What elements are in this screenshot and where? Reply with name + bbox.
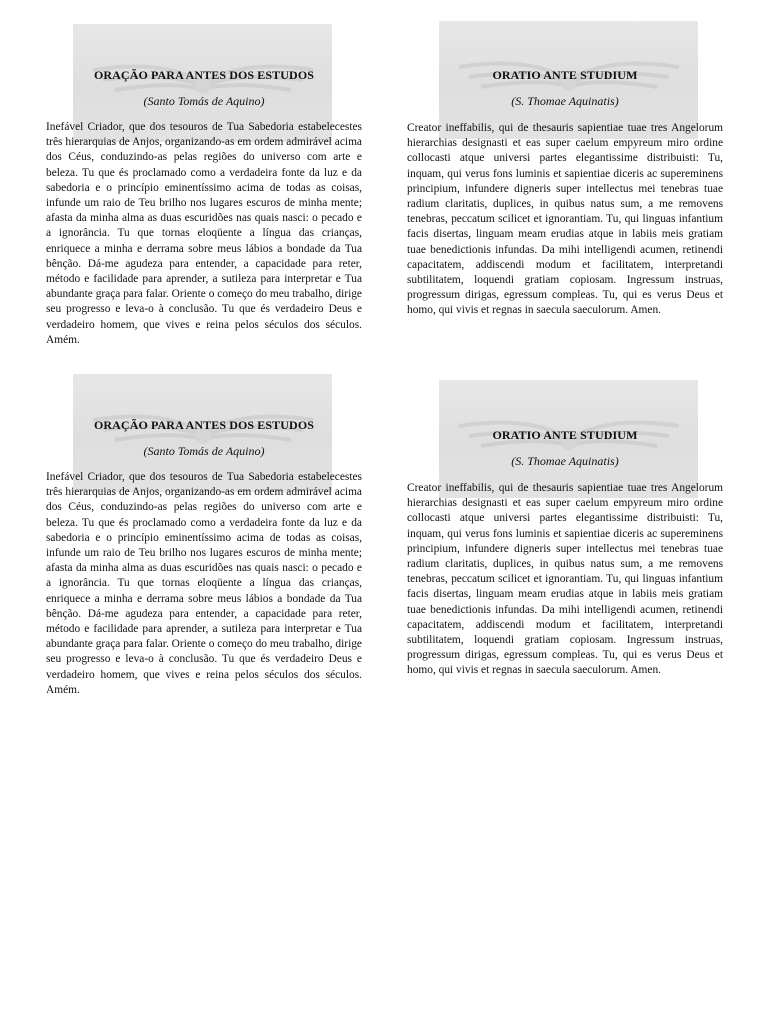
- prayer-card-latin-top: [407, 21, 723, 319]
- prayer-author: (S. Thomae Aquinatis): [511, 94, 619, 108]
- prayer-card-portuguese-top: [46, 24, 362, 348]
- prayer-author: (S. Thomae Aquinatis): [511, 454, 619, 468]
- prayer-card-latin-bottom: [407, 380, 723, 679]
- prayer-author: (Santo Tomás de Aquino): [143, 94, 265, 108]
- prayer-text: Inefável Criador, que dos tesouros de Tua Sabedoria estabelecestes três hierarquias de Anjos, organizando-as em ordem admirável acima dos Céus, conduzindo-as pelas regiões do universo com arte e beleza. Tu que és proclamado como a verdadeira fonte da luz e da sabedoria e o princípio eminentíssimo acima de todas as coisas, infunde um raio de Teu brilho nos lugares escuros de minha mente; afasta da minha alma as duas escuridões nas quais nasci: o pecado e a ignorância. Tu que tornas eloqüente a língua das crianças, enriquece a minha e derrama sobre meus lábios a bondade da Tua bênção. Dá-me agudeza para entender, a capacidade para reter, método e facilidade para aprender, a sutileza para interpretar e Tua abundante graça para falar. Oriente o começo do meu trabalho, dirige seu progresso e leva-o à conclusão. Tu que és verdadeiro Deus e verdadeiro homem, que vives e reina pelos séculos dos séculos. Amém.: [46, 471, 362, 696]
- prayer-text: Creator ineffabilis, qui de thesauris sapientiae tuae tres Angelorum hierarchias designasti et eas super caelum empyreum miro ordine collocasti atque universi partes elegantissime distribuisti: Tu, inquam, qui verus fons luminis et sapientiae diceris ac supereminens principium, infundere digneris super intellectus mei tenebras tuae radium claritatis, duplices, in quibus natus sum, a me removens tenebras, peccatum scilicet et ignorantiam. Tu, qui linguas infantium facis disertas, linguam meam erudias atque in labiis meis gratiam tuae benedictionis infundas. Da mihi intelligendi acumen, retinendi capacitatem, addiscendi modum et facilitatem, interpretandi subtilitatem, loquendi gratiam copiosam. Ingressum instruas, progressum dirigas, egressum compleas. Tu, qui es verus Deus et homo, qui vivis et regnas in saecula saeculorum. Amen.: [407, 122, 723, 317]
- prayer-text: Inefável Criador, que dos tesouros de Tua Sabedoria estabelecestes três hierarquias de Anjos, organizando-as em ordem admirável acima dos Céus, conduzindo-as pelas regiões do universo com arte e beleza. Tu que és proclamado como a verdadeira fonte da luz e da sabedoria e o princípio eminentíssimo acima de todas as coisas, infunde um raio de Teu brilho nos lugares escuros de minha mente; afasta da minha alma as duas escuridões nas quais nasci: o pecado e a ignorância. Tu que tornas eloqüente a língua das crianças, enriquece a minha e derrama sobre meus lábios a bondade da Tua bênção. Dá-me agudeza para entender, a capacidade para reter, método e facilidade para aprender, a sutileza para interpretar e Tua abundante graça para falar. Oriente o começo do meu trabalho, dirige seu progresso e leva-o à conclusão. Tu que és verdadeiro Deus e verdadeiro homem, que vives e reina pelos séculos dos séculos. Amém.: [46, 121, 362, 346]
- prayer-text: Creator ineffabilis, qui de thesauris sapientiae tuae tres Angelorum hierarchias designasti et eas super caelum empyreum miro ordine collocasti atque universi partes elegantissime distribuisti: Tu, inquam, qui verus fons luminis et sapientiae diceris ac supereminens principium, infundere digneris super intellectus mei tenebras tuae radium claritatis, duplices, in quibus natus sum, a me removens tenebras, peccatum scilicet et ignorantiam. Tu, qui linguas infantium facis disertas, linguam meam erudias atque in labiis meis gratiam tuae benedictionis infundas. Da mihi intelligendi acumen, retinendi capacitatem, addiscendi modum et facilitatem, interpretandi subtilitatem, loquendi gratiam copiosam. Ingressum instruas, progressum dirigas, egressum compleas. Tu, qui es verus Deus et homo, qui vivis et regnas in saecula saeculorum. Amen.: [407, 482, 723, 677]
- prayer-title: ORAÇÃO PARA ANTES DOS ESTUDOS: [93, 418, 315, 432]
- prayer-title: ORATIO ANTE STUDIUM: [492, 68, 638, 82]
- prayer-title: ORAÇÃO PARA ANTES DOS ESTUDOS: [93, 68, 315, 82]
- prayer-author: (Santo Tomás de Aquino): [143, 444, 265, 458]
- prayer-title: ORATIO ANTE STUDIUM: [492, 428, 638, 442]
- prayer-card-portuguese-bottom: [46, 374, 362, 698]
